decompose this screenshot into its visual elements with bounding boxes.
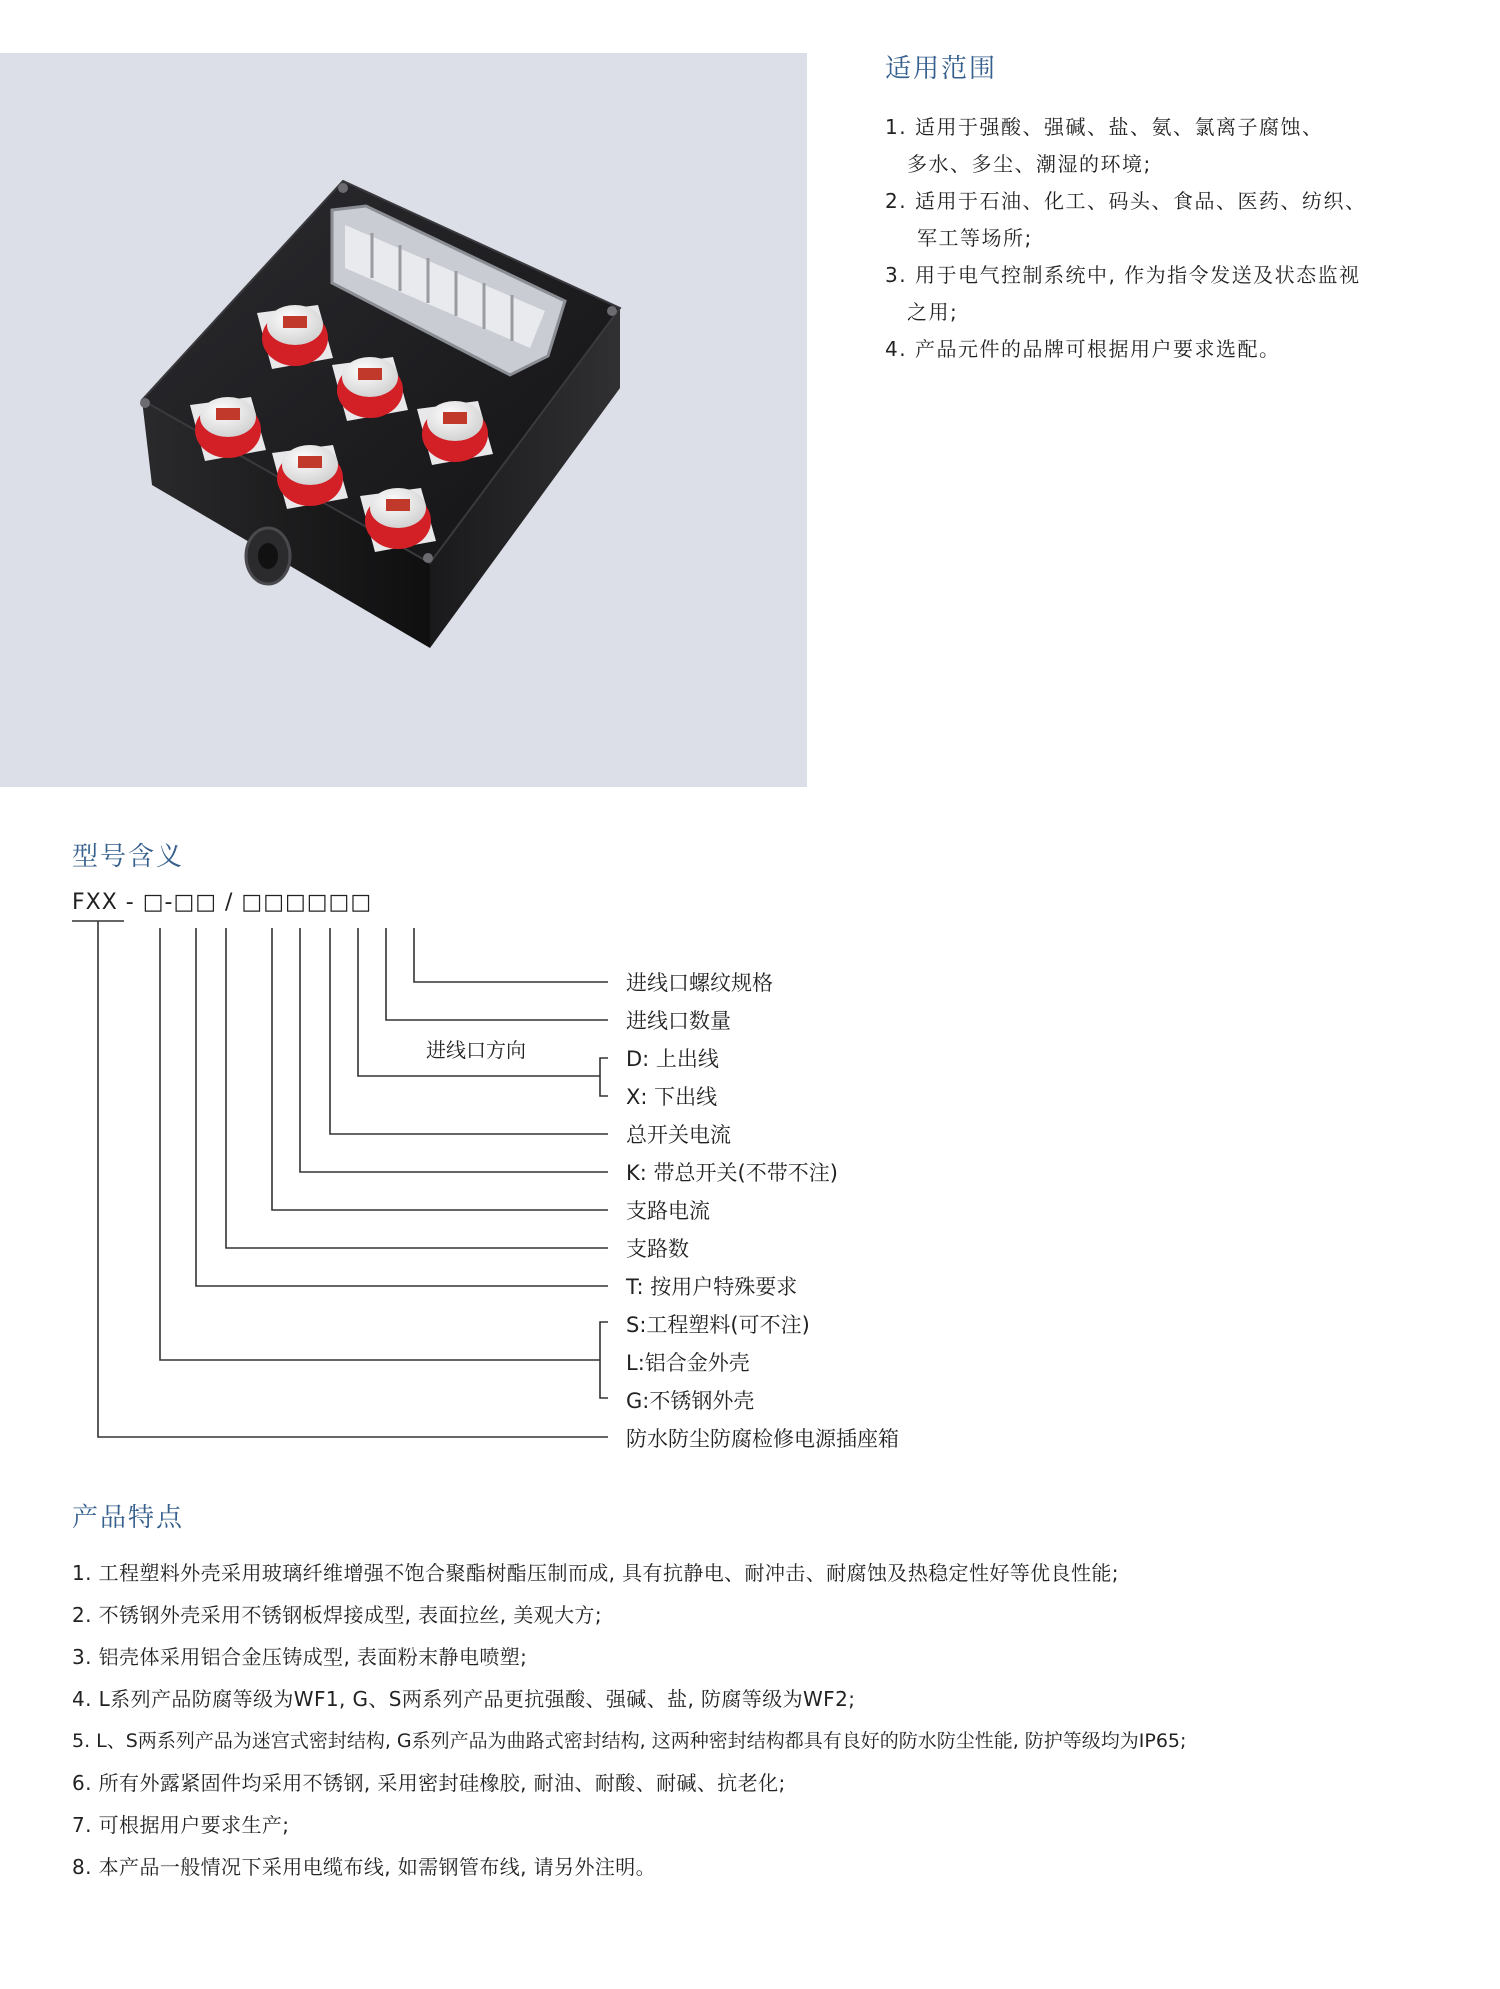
- label-material-stainless: G:不锈钢外壳: [626, 1389, 755, 1413]
- label-main-switch-current: 总开关电流: [626, 1123, 731, 1147]
- scope-item-2-line1: 2. 适用于石油、化工、码头、食品、医药、纺织、: [885, 189, 1367, 213]
- feature-item-2: 2. 不锈钢外壳采用不锈钢板焊接成型, 表面拉丝, 美观大方;: [72, 1603, 603, 1627]
- label-special-requirement: T: 按用户特殊要求: [626, 1275, 798, 1299]
- label-branch-count: 支路数: [626, 1237, 689, 1261]
- feature-item-1: 1. 工程塑料外壳采用玻璃纤维增强不饱合聚酯树酯压制而成, 具有抗静电、耐冲击、耐腐蚀及热稳定性好等优良性能;: [72, 1561, 1119, 1585]
- feature-item-6: 6. 所有外露紧固件均采用不锈钢, 采用密封硅橡胶, 耐油、耐酸、耐碱、抗老化;: [72, 1771, 786, 1795]
- label-product-name: 防水防尘防腐检修电源插座箱: [626, 1427, 899, 1451]
- scope-item-3-line2: 之用;: [907, 300, 959, 324]
- scope-item-1-line2: 多水、多尘、潮湿的环境;: [907, 152, 1152, 176]
- label-main-switch: K: 带总开关(不带不注): [626, 1161, 838, 1185]
- feature-item-8: 8. 本产品一般情况下采用电缆布线, 如需钢管布线, 请另外注明。: [72, 1855, 657, 1879]
- feature-item-3: 3. 铝壳体采用铝合金压铸成型, 表面粉末静电喷塑;: [72, 1645, 528, 1669]
- label-bottom-outlet: X: 下出线: [626, 1085, 718, 1109]
- label-top-outlet: D: 上出线: [626, 1047, 719, 1071]
- label-material-plastic: S:工程塑料(可不注): [626, 1313, 810, 1337]
- scope-heading: 适用范围: [885, 54, 998, 84]
- label-branch-current: 支路电流: [626, 1199, 710, 1223]
- features-list: [72, 1552, 1492, 1888]
- label-inlet-count: 进线口数量: [626, 1009, 731, 1033]
- feature-item-7: 7. 可根据用户要求生产;: [72, 1813, 290, 1837]
- scope-item-1-line1: 1. 适用于强酸、强碱、盐、氨、氯离子腐蚀、: [885, 115, 1324, 139]
- features-heading: 产品特点: [72, 1503, 185, 1533]
- scope-item-2-line2: 军工等场所;: [917, 226, 1033, 250]
- label-inlet-direction: 进线口方向: [426, 1038, 526, 1062]
- label-thread-spec: 进线口螺纹规格: [626, 971, 773, 995]
- model-heading: 型号含义: [72, 842, 185, 872]
- scope-item-4-line1: 4. 产品元件的品牌可根据用户要求选配。: [885, 337, 1281, 361]
- label-material-aluminum: L:铝合金外壳: [626, 1351, 750, 1375]
- model-code: FXX - □-□□ / □□□□□□: [72, 890, 373, 915]
- feature-item-5: 5. L、S两系列产品为迷宫式密封结构, G系列产品为曲路式密封结构, 这两种密封结构都具有良好的防水防尘性能, 防护等级均为IP65;: [72, 1730, 1187, 1752]
- feature-item-4: 4. L系列产品防腐等级为WF1, G、S两系列产品更抗强酸、强碱、盐, 防腐等级为WF2;: [72, 1687, 856, 1711]
- scope-item-3-line1: 3. 用于电气控制系统中, 作为指令发送及状态监视: [885, 263, 1361, 287]
